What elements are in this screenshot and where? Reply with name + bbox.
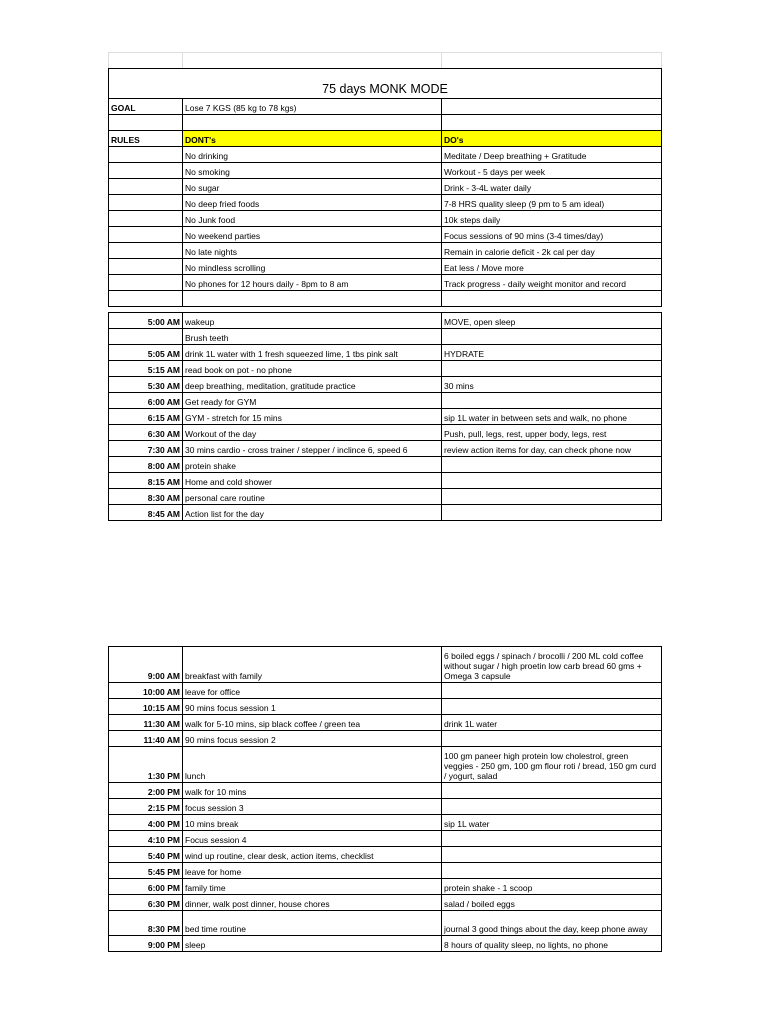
rules-label: RULES [109, 131, 183, 147]
note-cell: review action items for day, can check phone now [442, 441, 662, 457]
schedule-row [109, 329, 662, 345]
activity-cell: Action list for the day [183, 505, 442, 521]
rule-row [109, 259, 662, 275]
dont-cell: No weekend parties [183, 227, 442, 243]
schedule-row [109, 847, 662, 863]
schedule-row [109, 313, 662, 329]
goal-value: Lose 7 KGS (85 kg to 78 kgs) [183, 99, 442, 115]
do-cell: Track progress - daily weight monitor and record [442, 275, 662, 291]
time-cell: 11:30 AM [109, 715, 183, 731]
activity-cell: 30 mins cardio - cross trainer / stepper / inclince 6, speed 6 [183, 441, 442, 457]
note-cell [442, 329, 662, 345]
activity-cell: deep breathing, meditation, gratitude practice [183, 377, 442, 393]
note-cell: sip 1L water in between sets and walk, no phone [442, 409, 662, 425]
schedule-row [109, 699, 662, 715]
note-cell: HYDRATE [442, 345, 662, 361]
schedule-row [109, 345, 662, 361]
activity-cell: walk for 10 mins [183, 783, 442, 799]
note-cell: 6 boiled eggs / spinach / brocolli / 200 ML cold coffee without sugar / high proetin low carb bread 60 gms + Omega 3 capsule [442, 647, 662, 683]
spacer-row [109, 291, 662, 307]
activity-cell: GYM - stretch for 15 mins [183, 409, 442, 425]
title-row [109, 69, 662, 99]
time-cell: 6:30 PM [109, 895, 183, 911]
schedule-row [109, 441, 662, 457]
activity-cell: family time [183, 879, 442, 895]
schedule-row [109, 831, 662, 847]
schedule-row [109, 361, 662, 377]
time-cell: 8:15 AM [109, 473, 183, 489]
do-cell: Remain in calorie deficit - 2k cal per day [442, 243, 662, 259]
note-cell [442, 699, 662, 715]
time-cell: 10:00 AM [109, 683, 183, 699]
activity-cell: read book on pot - no phone [183, 361, 442, 377]
time-cell: 5:40 PM [109, 847, 183, 863]
time-cell: 5:15 AM [109, 361, 183, 377]
dont-cell: No smoking [183, 163, 442, 179]
activity-cell: 10 mins break [183, 815, 442, 831]
activity-cell: leave for home [183, 863, 442, 879]
note-cell: 100 gm paneer high protein low cholestrol, green veggies - 250 gm, 100 gm flour roti / bread, 150 gm curd / yogurt, salad [442, 747, 662, 783]
rule-row [109, 227, 662, 243]
dont-cell: No phones for 12 hours daily - 8pm to 8 am [183, 275, 442, 291]
note-cell: Push, pull, legs, rest, upper body, legs, rest [442, 425, 662, 441]
morning-schedule-table [108, 312, 662, 521]
time-cell: 6:30 AM [109, 425, 183, 441]
schedule-row [109, 425, 662, 441]
rule-row [109, 275, 662, 291]
note-cell [442, 361, 662, 377]
rule-row [109, 195, 662, 211]
schedule-row [109, 409, 662, 425]
note-cell [442, 393, 662, 409]
time-cell: 8:00 AM [109, 457, 183, 473]
activity-cell: Workout of the day [183, 425, 442, 441]
note-cell [442, 731, 662, 747]
schedule-row [109, 505, 662, 521]
day-schedule-table [108, 646, 662, 952]
activity-cell: 90 mins focus session 2 [183, 731, 442, 747]
activity-cell: bed time routine [183, 911, 442, 936]
do-cell: Eat less / Move more [442, 259, 662, 275]
note-cell: 30 mins [442, 377, 662, 393]
schedule-row [109, 799, 662, 815]
rule-row [109, 211, 662, 227]
dont-cell: No late nights [183, 243, 442, 259]
activity-cell: breakfast with family [183, 647, 442, 683]
do-cell: Meditate / Deep breathing + Gratitude [442, 147, 662, 163]
activity-cell: leave for office [183, 683, 442, 699]
note-cell [442, 847, 662, 863]
activity-cell: Home and cold shower [183, 473, 442, 489]
dont-cell: No deep fried foods [183, 195, 442, 211]
note-cell: sip 1L water [442, 815, 662, 831]
schedule-row [109, 457, 662, 473]
time-cell: 6:15 AM [109, 409, 183, 425]
schedule-row [109, 473, 662, 489]
schedule-row [109, 683, 662, 699]
time-cell: 5:00 AM [109, 313, 183, 329]
do-cell: 7-8 HRS quality sleep (9 pm to 5 am ideal) [442, 195, 662, 211]
schedule-row [109, 489, 662, 505]
activity-cell: personal care routine [183, 489, 442, 505]
time-cell: 9:00 PM [109, 936, 183, 952]
rule-row [109, 243, 662, 259]
time-cell: 10:15 AM [109, 699, 183, 715]
rule-row [109, 179, 662, 195]
note-cell [442, 457, 662, 473]
schedule-row [109, 377, 662, 393]
note-cell [442, 683, 662, 699]
rules-header-row [109, 131, 662, 147]
time-cell: 6:00 PM [109, 879, 183, 895]
schedule-row [109, 911, 662, 936]
time-cell: 1:30 PM [109, 747, 183, 783]
do-cell: 10k steps daily [442, 211, 662, 227]
rule-row [109, 147, 662, 163]
schedule-row [109, 879, 662, 895]
dont-cell: No mindless scrolling [183, 259, 442, 275]
note-cell [442, 489, 662, 505]
do-cell: Drink - 3-4L water daily [442, 179, 662, 195]
time-cell: 4:00 PM [109, 815, 183, 831]
time-cell: 8:45 AM [109, 505, 183, 521]
note-cell: 8 hours of quality sleep, no lights, no phone [442, 936, 662, 952]
schedule-row [109, 647, 662, 683]
dos-header: DO's [442, 131, 662, 147]
activity-cell: focus session 3 [183, 799, 442, 815]
donts-header: DONT's [183, 131, 442, 147]
activity-cell: walk for 5-10 mins, sip black coffee / green tea [183, 715, 442, 731]
page-title: 75 days MONK MODE [109, 69, 662, 99]
do-cell: Workout - 5 days per week [442, 163, 662, 179]
activity-cell: drink 1L water with 1 fresh squeezed lime, 1 tbs pink salt [183, 345, 442, 361]
do-cell: Focus sessions of 90 mins (3-4 times/day) [442, 227, 662, 243]
note-cell [442, 783, 662, 799]
time-cell: 9:00 AM [109, 647, 183, 683]
activity-cell: Get ready for GYM [183, 393, 442, 409]
activity-cell: Focus session 4 [183, 831, 442, 847]
activity-cell: Brush teeth [183, 329, 442, 345]
schedule-row [109, 863, 662, 879]
schedule-row [109, 783, 662, 799]
time-cell: 6:00 AM [109, 393, 183, 409]
goal-row [109, 99, 662, 115]
schedule-row [109, 895, 662, 911]
time-cell: 2:00 PM [109, 783, 183, 799]
dont-cell: No Junk food [183, 211, 442, 227]
time-cell: 7:30 AM [109, 441, 183, 457]
schedule-row [109, 731, 662, 747]
activity-cell: 90 mins focus session 1 [183, 699, 442, 715]
time-cell: 5:30 AM [109, 377, 183, 393]
note-cell: drink 1L water [442, 715, 662, 731]
schedule-row [109, 715, 662, 731]
activity-cell: dinner, walk post dinner, house chores [183, 895, 442, 911]
time-cell: 11:40 AM [109, 731, 183, 747]
time-cell: 2:15 PM [109, 799, 183, 815]
rules-table [108, 52, 662, 307]
time-cell: 5:05 AM [109, 345, 183, 361]
activity-cell: protein shake [183, 457, 442, 473]
note-cell [442, 863, 662, 879]
schedule-row [109, 936, 662, 952]
dont-cell: No sugar [183, 179, 442, 195]
note-cell: salad / boiled eggs [442, 895, 662, 911]
time-cell: 8:30 PM [109, 911, 183, 936]
schedule-row [109, 393, 662, 409]
note-cell [442, 799, 662, 815]
spacer-row [109, 115, 662, 131]
schedule-row [109, 815, 662, 831]
note-cell [442, 505, 662, 521]
time-cell: 8:30 AM [109, 489, 183, 505]
note-cell: protein shake - 1 scoop [442, 879, 662, 895]
time-cell: 5:45 PM [109, 863, 183, 879]
dont-cell: No drinking [183, 147, 442, 163]
rule-row [109, 163, 662, 179]
schedule-row [109, 747, 662, 783]
activity-cell: sleep [183, 936, 442, 952]
time-cell: 4:10 PM [109, 831, 183, 847]
goal-label: GOAL [109, 99, 183, 115]
activity-cell: lunch [183, 747, 442, 783]
note-cell: MOVE, open sleep [442, 313, 662, 329]
note-cell [442, 831, 662, 847]
time-cell [109, 329, 183, 345]
blank-row [109, 53, 662, 69]
note-cell: journal 3 good things about the day, keep phone away [442, 911, 662, 936]
activity-cell: wakeup [183, 313, 442, 329]
note-cell [442, 473, 662, 489]
activity-cell: wind up routine, clear desk, action items, checklist [183, 847, 442, 863]
